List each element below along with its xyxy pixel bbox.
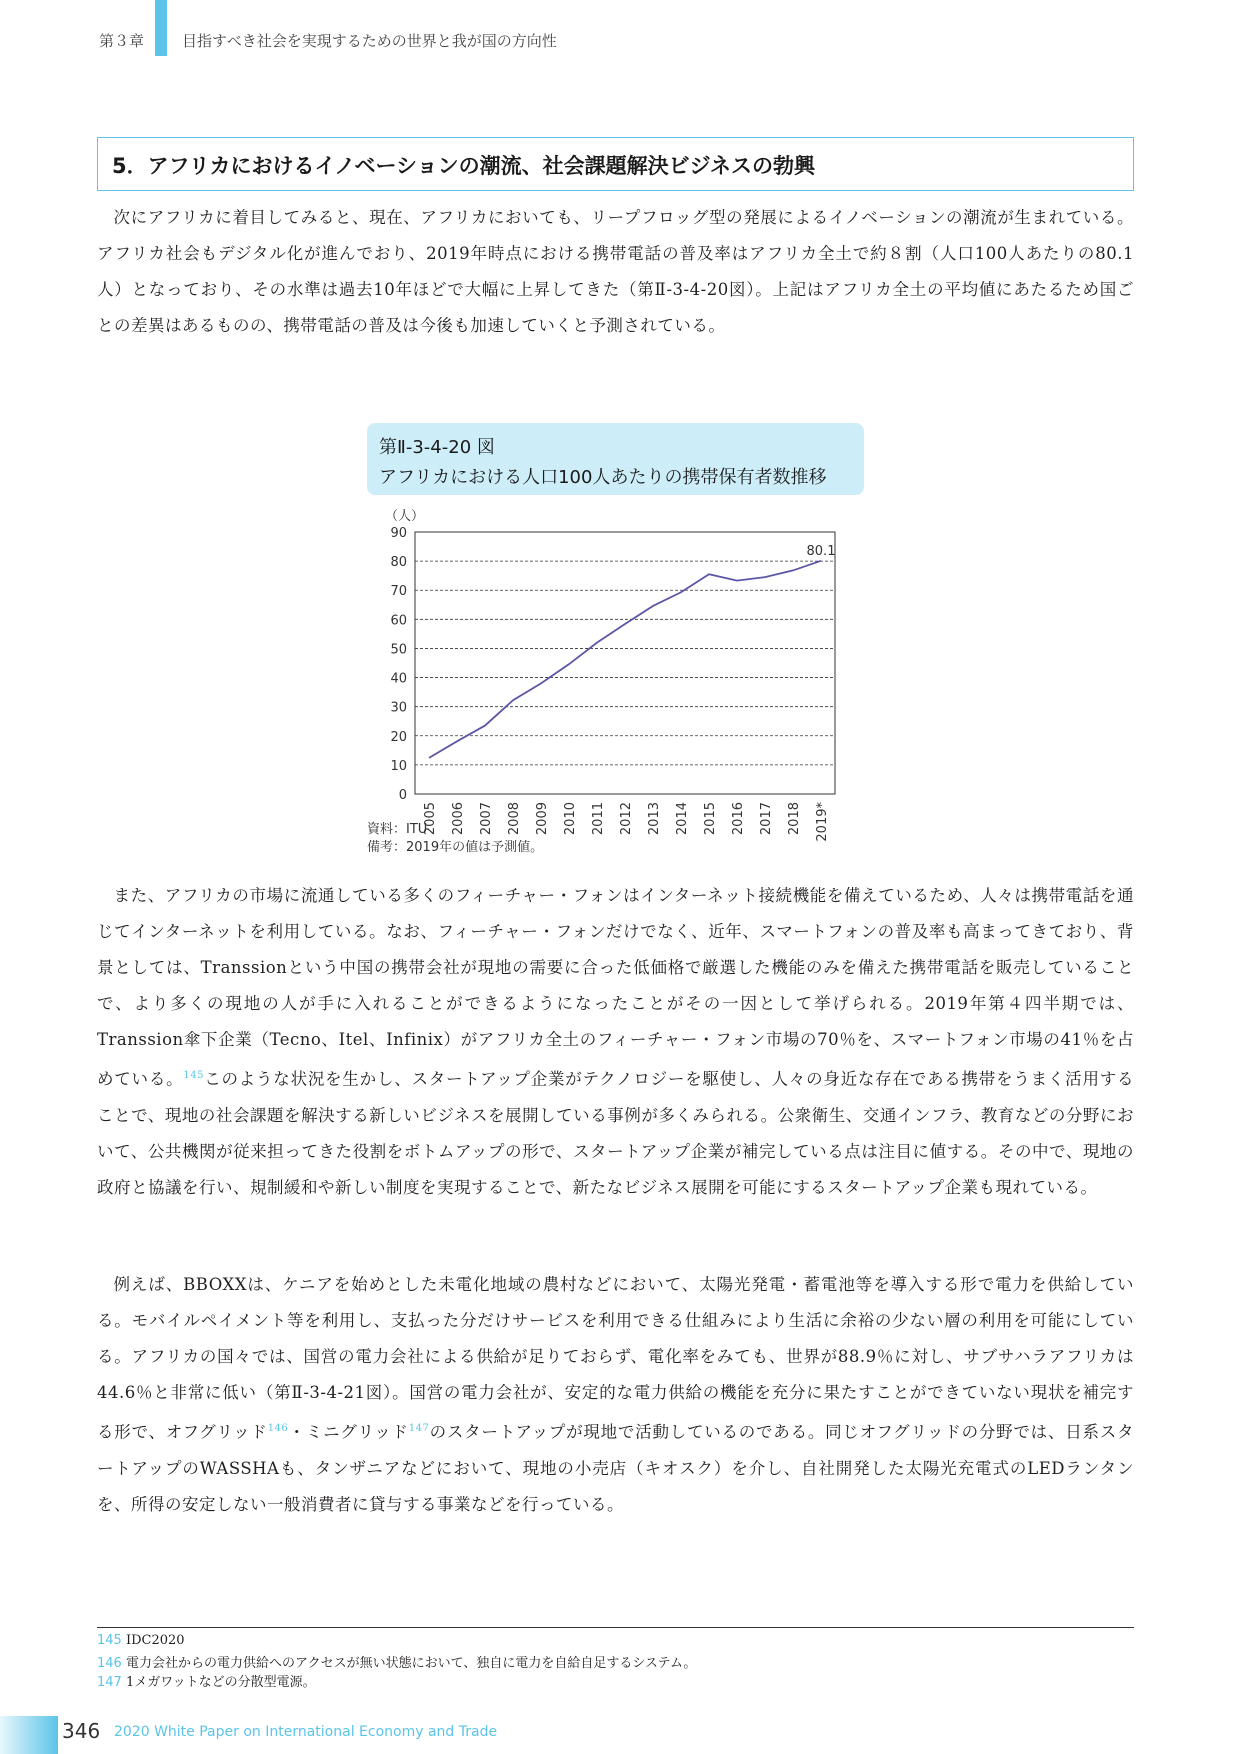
figure-number: 第Ⅱ-3-4-20 図 [379, 437, 495, 458]
footnote-ref-147[interactable]: 147 [408, 1423, 430, 1434]
footnote-number: 145 [97, 1633, 122, 1648]
y-tick-label: 10 [390, 758, 407, 774]
x-tick-label: 2019* [815, 802, 830, 842]
paragraph-1: 次にアフリカに着目してみると、現在、アフリカにおいても、リープフロッグ型の発展によるイノベーションの潮流が生まれている。アフリカ社会もデジタル化が進んでおり、2019年時点における携帯電話の普及率はアフリカ全土で約８割（人口100人あたりの80.1人）となっており、その水準は過去10年ほどで大幅に上昇してきた（第Ⅱ-3-4-20図）。上記はアフリカ全土の平均値にあたるため国ごとの差異はあるものの、携帯電話の普及は今後も加速していくと予測されている。 [97, 208, 1134, 335]
x-tick-label: 2013 [647, 802, 662, 836]
footnote-number: 147 [97, 1675, 122, 1690]
x-tick-label: 2007 [479, 802, 494, 836]
x-tick-label: 2016 [731, 802, 746, 836]
page-header [0, 0, 1241, 82]
page-edge-tab [0, 1716, 58, 1754]
y-tick-label: 40 [390, 671, 407, 687]
footnote-147 [97, 1671, 316, 1690]
paragraph-2-text-a: また、アフリカの市場に流通している多くのフィーチャー・フォンはインターネット接続機能を備えているため、人々は携帯電話を通じてインターネットを利用している。なお、フィーチャー・フォンだけでなく、近年、スマートフォンの普及率も高まってきており、背景としては、Transsionという中国の携帯会社が現地の需要に合った低価格で厳選した機能のみを備えた携帯電話を販売していることで、より多くの現地の人が手に入れることができるようになったことがその一因として挙げられる。2019年第４四半期では、Transsion傘下企業（Tecno、Itel、Infinix）がアフリカ全土のフィーチャー・フォン市場の70％を、スマートフォン市場の41％を占めている。 [97, 886, 1134, 1089]
x-tick-label: 2009 [535, 802, 550, 836]
x-tick-label: 2017 [759, 802, 774, 836]
footnote-146 [97, 1652, 696, 1671]
section-title: 5．アフリカにおけるイノベーションの潮流、社会課題解決ビジネスの勃興 [112, 154, 815, 178]
page-number: 346 [62, 1719, 101, 1743]
y-tick-label: 30 [390, 700, 407, 716]
y-tick-label: 60 [390, 613, 407, 629]
y-axis-unit-label: （人） [385, 509, 425, 524]
x-tick-label: 2010 [563, 802, 578, 836]
data-label-2019: 80.1 [806, 543, 836, 559]
x-tick-label: 2015 [703, 802, 718, 836]
footnote-ref-146[interactable]: 146 [267, 1423, 289, 1434]
y-tick-label: 50 [390, 642, 407, 658]
footer-title: 2020 White Paper on International Economy and Trade [114, 1724, 498, 1740]
section-heading-box [97, 137, 1134, 191]
x-tick-label: 2014 [675, 802, 690, 836]
footnote-divider [97, 1627, 1134, 1628]
paragraph-2-text-b: このような状況を生かし、スタートアップ企業がテクノロジーを駆使し、人々の身近な存在である携帯をうまく活用することで、現地の社会課題を解決する新しいビジネスを展開している事例が多くみられる。公衆衛生、交通インフラ、教育などの分野において、公共機関が従来担ってきた役割をボトムアップの形で、スタートアップ企業が補完している点は注目に値する。その中で、現地の政府と協議を行い、規制緩和や新しい制度を実現することで、新たなビジネス展開を可能にするスタートアップ企業も現れている。 [97, 1069, 1134, 1197]
chapter-label: 第３章 [99, 32, 145, 50]
y-tick-label: 20 [390, 729, 407, 745]
y-tick-label: 90 [390, 526, 407, 541]
header-accent-bar [155, 0, 167, 56]
paragraph-2 [97, 878, 1134, 1206]
footnote-ref-145[interactable]: 145 [183, 1070, 204, 1081]
x-tick-label: 2006 [451, 802, 466, 836]
x-tick-label: 2005 [423, 802, 438, 836]
figure-note: 備考：2019年の値は予測値。 [367, 840, 544, 855]
x-tick-label: 2018 [787, 802, 802, 836]
x-tick-label: 2008 [507, 802, 522, 836]
x-tick-label: 2011 [591, 802, 606, 836]
paragraph-3-text-a: 例えば、BBOXXは、ケニアを始めとした未電化地域の農村などにおいて、太陽光発電・蓄電池等を導入する形で電力を供給している。モバイルペイメント等を利用し、支払った分だけサービスを利用できる仕組みにより生活に余裕の少ない層の利用を可能にしている。アフリカの国々では、国営の電力会社による供給が足りておらず、電化率をみても、世界が88.9％に対し、サブサハラアフリカは44.6％と非常に低い（第Ⅱ-3-4-21図）。国営の電力会社が、安定的な電力供給の機能を充分に果たすことができていない現状を補完する形で、オフグリッド [97, 1275, 1134, 1442]
footnote-text: IDC2020 [125, 1633, 185, 1648]
footnote-145 [97, 1633, 185, 1648]
plot-frame [415, 532, 835, 794]
y-tick-label: 70 [390, 584, 407, 600]
figure-title: アフリカにおける人口100人あたりの携帯保有者数推移 [379, 467, 827, 488]
footnote-text: 1メガワットなどの分散型電源。 [125, 1675, 316, 1690]
figure-title-box [367, 423, 864, 495]
footnote-text: 電力会社からの電力供給へのアクセスが無い状態において、独自に電力を自給自足するシステム。 [125, 1656, 697, 1671]
x-tick-label: 2012 [619, 802, 634, 836]
figure-source: 資料：ITU [367, 822, 428, 837]
paragraph-3 [97, 1267, 1134, 1523]
paragraph-3-text-c: のスタートアップが現地で活動しているのである。同じオフグリッドの分野では、日系スタートアップのWASSHAも、タンザニアなどにおいて、現地の小売店（キオスク）を介し、自社開発した太陽光充電式のLEDランタンを、所得の安定しない一般消費者に貸与する事業などを行っている。 [97, 1422, 1134, 1514]
y-tick-label: 80 [390, 555, 407, 571]
paragraph-3-text-b: ・ミニグリッド [288, 1422, 409, 1442]
footnote-number: 146 [97, 1656, 122, 1671]
chapter-title: 目指すべき社会を実現するための世界と我が国の方向性 [182, 32, 557, 50]
y-tick-label: 0 [398, 788, 407, 803]
